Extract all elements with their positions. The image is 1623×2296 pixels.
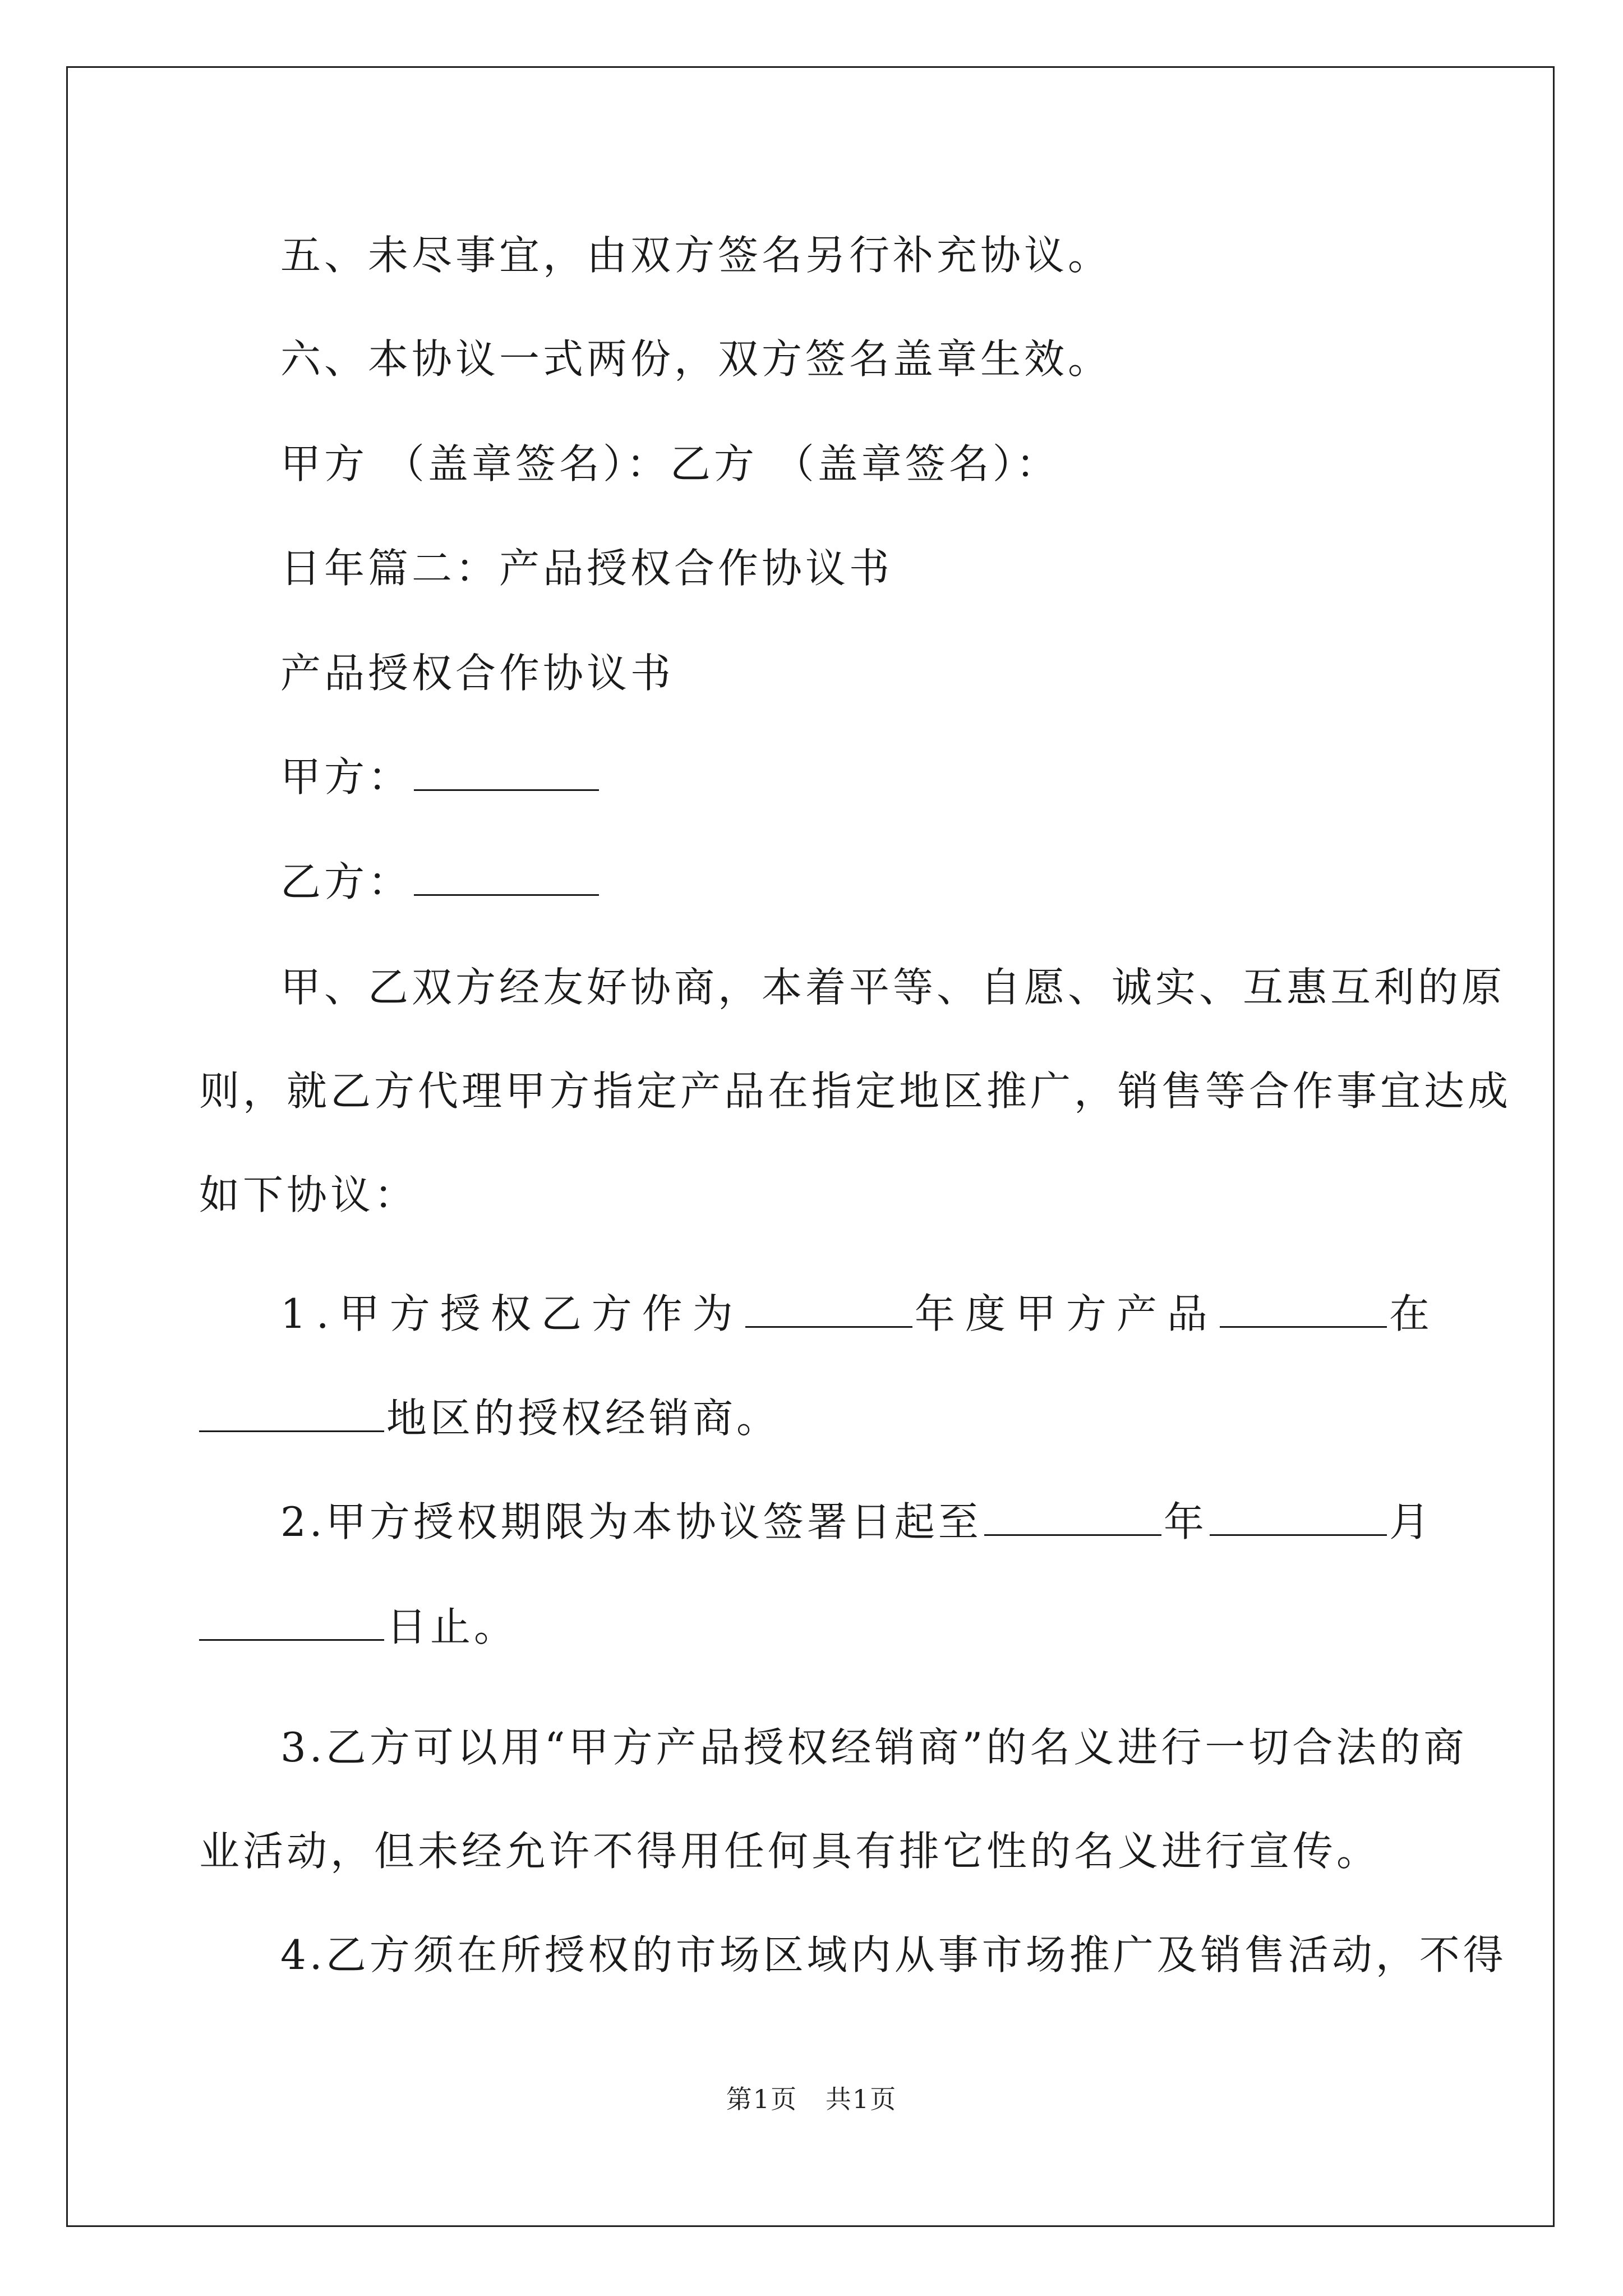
party-a-label: 甲方： [280, 753, 412, 800]
item-2-line-2 [199, 1602, 518, 1652]
item-2-part-b: 年 [1163, 1498, 1207, 1545]
page-footer: 第1页 共1页 [726, 2084, 897, 2114]
party-b-blank [414, 859, 599, 896]
item-1-blank-product [1220, 1291, 1387, 1328]
item-4-line-1: 4.乙方须在所授权的市场区域内从事市场推广及销售活动，不得 [280, 1931, 1507, 1978]
party-b-label: 乙方： [280, 858, 412, 905]
intro-line-1: 甲、乙双方经友好协商，本着平等、自愿、诚实、互惠互利的原 [280, 964, 1506, 1011]
item-3-line-2: 业活动，但未经允许不得用任何具有排它性的名义进行宣传。 [199, 1828, 1381, 1875]
document-title: 产品授权合作协议书 [280, 650, 675, 697]
item-3-line-1: 3.乙方可以用“甲方产品授权经销商”的名义进行一切合法的商 [280, 1724, 1468, 1771]
item-2-blank-day [199, 1604, 384, 1641]
section-heading: 日年篇二：产品授权合作协议书 [280, 545, 893, 592]
item-1-part-c: 在 [1389, 1290, 1433, 1337]
item-1-blank-year [745, 1291, 912, 1328]
item-2-part-c: 月 [1389, 1498, 1433, 1545]
page-frame [66, 66, 1555, 2227]
paragraph-5: 五、未尽事宜，由双方签名另行补充协议。 [280, 232, 1112, 279]
item-2-part-a: 2.甲方授权期限为本协议签署日起至 [280, 1498, 982, 1545]
item-1-line-2 [199, 1393, 780, 1443]
paragraph-6: 六、本协议一式两份，双方签名盖章生效。 [280, 335, 1112, 383]
item-1-part-b: 年度甲方产品 [914, 1290, 1218, 1337]
item-1-part-a: 1.甲方授权乙方作为 [280, 1290, 743, 1337]
item-1-blank-region [199, 1396, 384, 1432]
intro-line-3: 如下协议： [199, 1171, 418, 1218]
item-2-line-1 [280, 1497, 1433, 1547]
party-b-line [280, 857, 601, 907]
item-1-line-1 [280, 1289, 1433, 1339]
intro-line-2: 则，就乙方代理甲方指定产品在指定地区推广，销售等合作事宜达成 [199, 1068, 1512, 1115]
item-1-region-text: 地区的授权经销商。 [386, 1395, 781, 1442]
signature-line: 甲方 （盖章签名）：乙方 （盖章签名）： [280, 440, 1060, 487]
party-a-blank [414, 754, 599, 791]
item-2-blank-year [984, 1499, 1161, 1536]
item-2-blank-month [1210, 1499, 1387, 1536]
party-a-line [280, 752, 601, 802]
item-2-day-text: 日止。 [386, 1603, 518, 1650]
